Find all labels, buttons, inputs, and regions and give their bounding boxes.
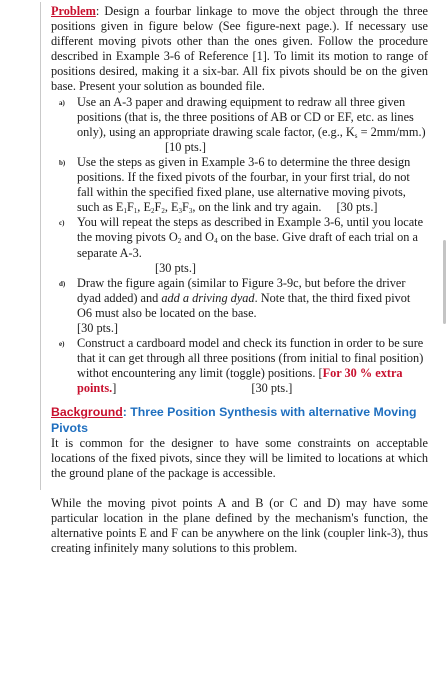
task-marker: c) [59,219,65,228]
task-item-a: a) Use an A-3 paper and drawing equipment to redraw all three given positions (that is, the three positions of AB or CD or EF, etc. as lines only), using an appropriate drawing scale factor, (e.g., $K_s = 2mm/mm$.) [10 pts.] [59,94,426,154]
task-item-e: e) Construct a cardboard model and check its function in order to be sure that it can get through all three positions (from initial to final position) withot encountering any limit (toggle) positions. [For 30 % extra points.] [30 pts.] [59,336,424,396]
background-title: : Three Position Synthesis with alternative Moving Pivots [51,405,417,435]
background-heading [51,405,428,436]
problem-intro: : Design a fourbar linkage to move the object through the three positions given in figure below (See figure-next page.). If necessary use different moving pivots other than the ones given. Follow the procedure described in Example 3-6 of Reference [1]. To limit its motion to range of positions desired, making it a six-bar. All fix pivots should be on the given base. Present your solution as bounded file. [51,4,428,94]
task-points: [30 pts.] [251,381,293,396]
problem-statement [51,4,428,95]
task-points: [30 pts.] [77,320,118,335]
background-paragraph-2: While the moving pivot points A and B (or C and D) may have some particular location in the plane defined by the mechanism's function, the alternative points E and F can be anywhere on the link (coupler link-3), thus creating infinitely many solutions to this problem. [51,495,428,555]
bonus-note: For 30 % extra points. [77,366,403,396]
background-paragraph-1: It is common for the designer to have some constraints on acceptable locations of the fixed pivots, since they will be limited to locations at which the ground plane of the package is accessible. [51,436,428,481]
task-marker: e) [59,340,65,349]
task-points: [30 pts.] [336,200,378,215]
task-points: [30 pts.] [155,260,196,275]
task-marker: b) [59,158,66,167]
task-marker: a) [59,98,65,107]
task-item-b: b) Use the steps as given in Example 3-6 to determine the three design positions. If the fixed pivots of the fourbar, in your first trial, do not fall within the specified fixed plane, use alternative moving pivots, such as $E_1F_1$, $E_2F_2$, $E_3F_3$, on the link and try again. [30 pts.] [59,154,411,216]
task-list [51,95,428,397]
task-marker: d) [59,279,66,288]
task-item-c: c) You will repeat the steps as described in Example 3-6, until you locate the moving pivots $O_2$ and $O_4$ on the base. Give draft of each trial on a separate A-3. [30 pts.] [59,215,424,275]
task-points: [10 pts.] [165,139,206,154]
background-label: Background [51,405,123,420]
task-item-d: d) Draw the figure again (similar to Figure 3-9c, but before the driver dyad added) and add a driving dyad. Note that, the third fixed pivot O6 must also be located on the base. [30 pts.] [59,275,411,335]
margin-rule [40,2,41,490]
problem-label: Problem [51,4,96,18]
scrollbar-thumb[interactable] [443,240,446,324]
